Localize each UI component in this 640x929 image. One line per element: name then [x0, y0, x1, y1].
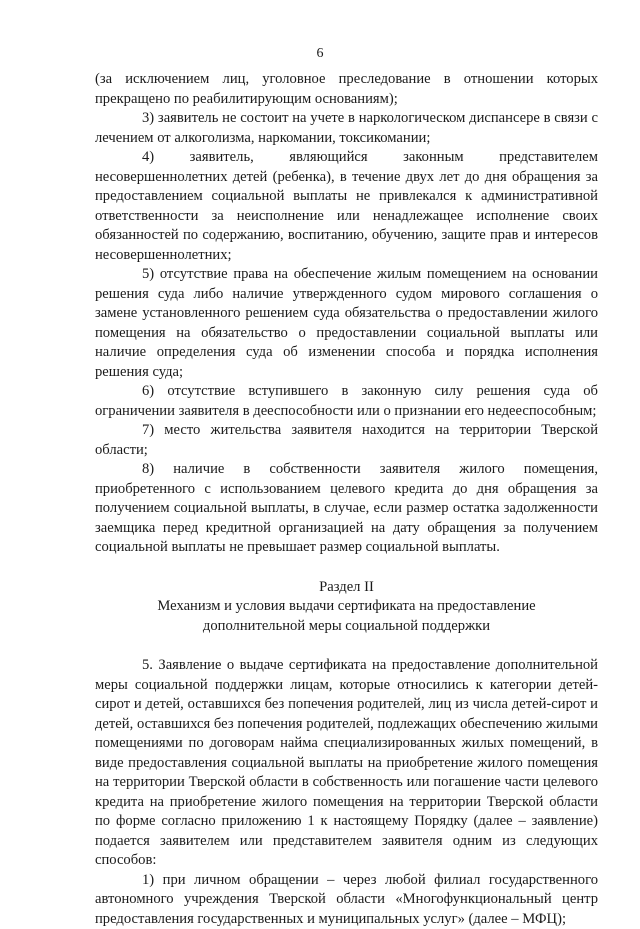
- paragraph: 1) при личном обращении – через любой филиал государственного автономного учреждения Тверской области «Многофункциональный центр предоставления государственных и муниципальных услуг» (далее – МФЦ);: [95, 871, 598, 929]
- paragraph: 6) отсутствие вступившего в законную силу решения суда об ограничении заявителя в дееспособности или о признании его недееспособным;: [95, 382, 598, 421]
- section-title: Механизм и условия выдачи сертификата на предоставление дополнительной меры социальной поддержки: [95, 597, 598, 636]
- page-number: 6: [0, 44, 640, 64]
- paragraph: 3) заявитель не состоит на учете в наркологическом диспансере в связи с лечением от алкоголизма, наркомании, токсикомании;: [95, 109, 598, 148]
- paragraph: 7) место жительства заявителя находится на территории Тверской области;: [95, 421, 598, 460]
- section-heading: Раздел II: [95, 578, 598, 598]
- paragraph-list-before-section: [95, 70, 598, 558]
- paragraph: 4) заявитель, являющийся законным представителем несовершеннолетних детей (ребенка), в течение двух лет до дня обращения за предоставлением социальной выплаты не привлекался к административной ответственности за неисполнение или ненадлежащее исполнение своих обязанностей по содержанию, воспитанию, обучению, защите прав и интересов несовершеннолетних;: [95, 148, 598, 265]
- document-body: [95, 70, 598, 929]
- paragraph: 8) наличие в собственности заявителя жилого помещения, приобретенного с использованием целевого кредита до дня обращения за получением социальной выплаты, в случае, если размер остатка задолженности заемщика перед кредитной организацией на дату обращения за получением социальной выплаты не превышает размер социальной выплаты.: [95, 460, 598, 558]
- paragraph: 5. Заявление о выдаче сертификата на предоставление дополнительной меры социальной поддержки лицам, которые относились к категории детей-сирот и детей, оставшихся без попечения родителей, лиц из числа детей-сирот и детей, оставшихся без попечения родителей, подлежащих обеспечению жилыми помещениями по договорам найма специализированных жилых помещений, в виде предоставления социальной выплаты на приобретение жилого помещения на территории Тверской области в собственность или погашение части целевого кредита на приобретение жилого помещения на территории Тверской области по форме согласно приложению 1 к настоящему Порядку (далее – заявление) подается заявителем или представителем заявителя одним из следующих способов:: [95, 656, 598, 871]
- paragraph-list-after-section: [95, 656, 598, 929]
- paragraph: (за исключением лиц, уголовное преследование в отношении которых прекращено по реабилитирующим основаниям);: [95, 70, 598, 109]
- paragraph: 5) отсутствие права на обеспечение жилым помещением на основании решения суда либо наличие утвержденного судом мирового соглашения о замене установленного решением суда обязательства о предоставлении жилого помещения на обязательство о предоставлении социальной выплаты или наличие определения суда об изменении способа и порядка исполнения решения суда;: [95, 265, 598, 382]
